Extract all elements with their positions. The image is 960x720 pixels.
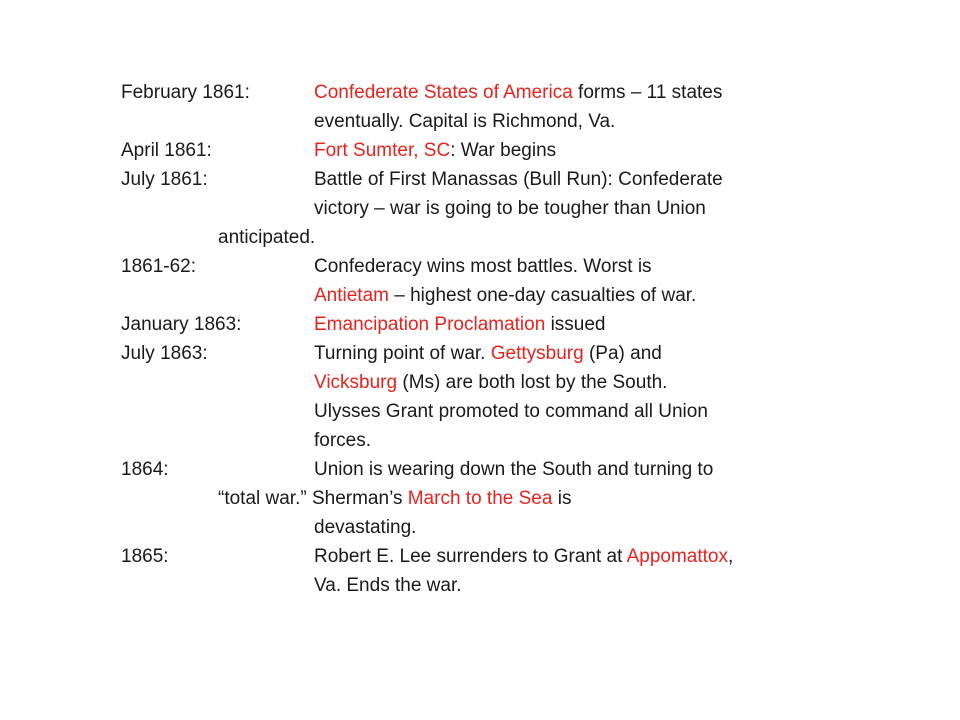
text-segment: Turning point of war. [314,343,491,364]
entry-date: 1865: [121,546,169,567]
entry-date: July 1863: [121,343,208,364]
entry-text [314,136,556,165]
timeline-entry-continuation [121,223,841,252]
entry-text [314,281,696,310]
highlighted-term: Fort Sumter, SC [314,140,451,161]
timeline-entry-continuation [121,426,841,455]
highlighted-term: Gettysburg [490,343,584,364]
entry-text [314,426,371,455]
text-segment: Ulysses Grant promoted to command all Union [314,401,708,422]
entry-text [314,78,722,107]
entry-text [314,368,667,397]
entry-text [314,107,615,136]
text-segment: (Pa) and [583,343,662,364]
text-segment: forms – 11 states [572,82,723,103]
entry-text [314,542,733,571]
highlighted-term: Emancipation Proclamation [314,314,546,335]
timeline-entry [121,136,841,165]
text-segment: “total war.” Sherman’s [218,488,408,509]
text-segment: anticipated. [218,227,316,248]
entry-text [314,397,708,426]
entry-date: 1861-62: [121,256,197,277]
text-segment: eventually. Capital is Richmond, Va. [314,111,616,132]
highlighted-term: March to the Sea [407,488,553,509]
timeline-entry [121,339,841,368]
text-segment: is [552,488,572,509]
timeline-entry-continuation [121,368,841,397]
highlighted-term: Vicksburg [314,372,398,393]
text-segment: Confederacy wins most battles. Worst is [314,256,652,277]
entry-date: July 1861: [121,169,208,190]
entry-text [314,339,662,368]
highlighted-term: Antietam [314,285,389,306]
timeline-entry-continuation [121,513,841,542]
timeline-entry [121,455,841,484]
timeline-entry-continuation [121,107,841,136]
entry-text [218,223,315,252]
highlighted-term: Appomattox [626,546,729,567]
timeline-entry [121,78,841,107]
timeline-entry-continuation [121,194,841,223]
entry-text [314,455,713,484]
text-segment: , [728,546,734,567]
text-segment: Battle of First Manassas (Bull Run): Confederate [314,169,723,190]
text-segment: – highest one-day casualties of war. [388,285,697,306]
text-segment: (Ms) are both lost by the South. [397,372,668,393]
entry-text [314,571,462,600]
timeline-entry-continuation [121,571,841,600]
text-segment: : War begins [450,140,557,161]
text-segment: forces. [314,430,372,451]
entry-text [314,310,606,339]
timeline-entry-continuation [121,281,841,310]
entry-date: January 1863: [121,314,242,335]
highlighted-term: Confederate States of America [314,82,573,103]
timeline-entry [121,542,841,571]
timeline-entry [121,252,841,281]
timeline-entry [121,310,841,339]
entry-text [218,484,571,513]
entry-date: 1864: [121,459,169,480]
text-segment: Va. Ends the war. [314,575,462,596]
timeline-entry [121,165,841,194]
timeline-entry-continuation [121,397,841,426]
entry-text [314,252,652,281]
entry-text [314,513,416,542]
text-segment: issued [545,314,606,335]
timeline [121,78,841,600]
entry-date: April 1861: [121,140,212,161]
text-segment: Robert E. Lee surrenders to Grant at [314,546,627,567]
entry-text [314,194,706,223]
text-segment: Union is wearing down the South and turning to [314,459,714,480]
text-segment: victory – war is going to be tougher than Union [314,198,706,219]
text-segment: devastating. [314,517,417,538]
timeline-entry-continuation [121,484,841,513]
entry-text [314,165,723,194]
entry-date: February 1861: [121,82,250,103]
